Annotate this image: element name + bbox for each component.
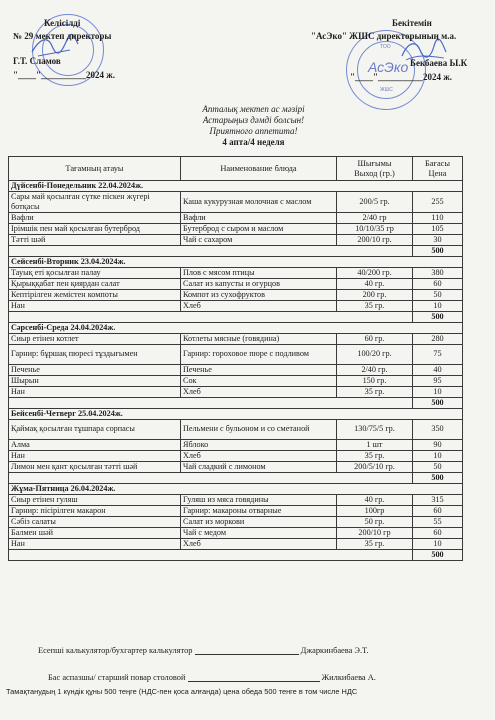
left-date: "____"__________2024 ж. xyxy=(13,70,116,80)
table-row xyxy=(9,538,463,549)
dish-name-ru: Вафли xyxy=(181,212,337,223)
dish-yield: 35 гр. xyxy=(337,538,413,549)
school-director-label: № 29 мектеп директоры xyxy=(13,31,112,41)
dish-yield: 35 гр. xyxy=(337,386,413,397)
dish-price: 105 xyxy=(413,223,463,234)
wish-kz: Астарыңыз дәмді болсын! xyxy=(202,115,305,125)
dish-price: 280 xyxy=(413,333,463,344)
dish-yield: 35 гр. xyxy=(337,300,413,311)
table-row xyxy=(9,267,463,278)
dish-name-kz: Сиыр етінен котлет xyxy=(9,333,181,344)
table-row xyxy=(9,192,463,213)
day-title: Сейсенбі-Вторник 23.04.2024ж. xyxy=(9,256,463,267)
dish-name-kz: Сары май қосылған сүтке піскен жүгері ботқасы xyxy=(9,192,181,213)
company-director-name: Бекбаева Ы.К xyxy=(410,58,468,68)
dish-name-kz: Печенье xyxy=(9,364,181,375)
dish-yield: 40/200 гр. xyxy=(337,267,413,278)
dish-name-ru: Гарнир: гороховое пюре с подливом xyxy=(181,344,337,364)
dish-name-kz: Гарнир: пісірілген макарон xyxy=(9,505,181,516)
dish-name-ru: Хлеб xyxy=(181,538,337,549)
dish-price: 95 xyxy=(413,375,463,386)
dish-yield: 40 гр. xyxy=(337,278,413,289)
dish-yield: 35 гр. xyxy=(337,450,413,461)
dish-name-kz: Гарнир: бұршақ пюресі тұздығымен xyxy=(9,344,181,364)
dish-name-ru: Гуляш из мяса говядины xyxy=(181,494,337,505)
table-header-row xyxy=(9,157,463,181)
day-title: Бейсенбі-Четверг 25.04.2024ж. xyxy=(9,408,463,419)
table-row xyxy=(9,516,463,527)
table-row xyxy=(9,364,463,375)
dish-price: 90 xyxy=(413,439,463,450)
dish-price: 60 xyxy=(413,278,463,289)
dish-price: 60 xyxy=(413,505,463,516)
accountant-name: Джаркинбаева Э.Т. xyxy=(300,646,369,655)
table-row xyxy=(9,461,463,472)
dish-name-ru: Бутерброд с сыром и маслом xyxy=(181,223,337,234)
dish-name-ru: Чай с сахаром xyxy=(181,234,337,245)
dish-price: 10 xyxy=(413,300,463,311)
dish-yield: 40 гр. xyxy=(337,494,413,505)
wish-ru: Приятного аппетита! xyxy=(209,126,298,136)
day-header-row xyxy=(9,322,463,333)
table-row xyxy=(9,375,463,386)
day-total-row xyxy=(9,397,463,408)
table-row xyxy=(9,494,463,505)
cook-signature-line xyxy=(48,673,376,682)
dish-name-kz: Балмен шәй xyxy=(9,527,181,538)
total-spacer xyxy=(9,245,413,256)
day-title: Дүйсенбі-Понедельник 22.04.2024ж. xyxy=(9,181,463,192)
right-date: "____"__________2024 ж. xyxy=(350,72,453,82)
dish-price: 10 xyxy=(413,450,463,461)
dish-yield: 150 гр. xyxy=(337,375,413,386)
dish-yield: 200/10 гр. xyxy=(337,234,413,245)
dish-yield: 200/10 гр xyxy=(337,527,413,538)
table-row xyxy=(9,527,463,538)
dish-price: 40 xyxy=(413,364,463,375)
table-row xyxy=(9,223,463,234)
dish-yield: 2/40 гр xyxy=(337,212,413,223)
dish-name-kz: Тәтті шәй xyxy=(9,234,181,245)
table-row xyxy=(9,344,463,364)
col-name-ru: Наименование блюда xyxy=(181,157,337,181)
menu-table xyxy=(8,156,463,561)
col-price xyxy=(413,157,463,181)
stamp-top-text: ТОО xyxy=(380,44,391,50)
dish-price: 50 xyxy=(413,289,463,300)
dish-name-ru: Хлеб xyxy=(181,450,337,461)
dish-yield: 60 гр. xyxy=(337,333,413,344)
day-total: 500 xyxy=(413,549,463,560)
total-spacer xyxy=(9,472,413,483)
dish-yield: 50 гр. xyxy=(337,516,413,527)
dish-price: 55 xyxy=(413,516,463,527)
table-row xyxy=(9,386,463,397)
accountant-sign-blank xyxy=(195,654,299,655)
col-price-ru: Цена xyxy=(428,168,447,178)
total-spacer xyxy=(9,311,413,322)
dish-name-ru: Салат из моркови xyxy=(181,516,337,527)
day-header-row xyxy=(9,256,463,267)
day-total: 500 xyxy=(413,245,463,256)
cook-sign-blank xyxy=(188,681,320,682)
table-row xyxy=(9,300,463,311)
stamp-brand-text: АсЭко xyxy=(368,59,409,75)
day-total-row xyxy=(9,549,463,560)
accountant-label: Есепші калькулятор/бухгартер калькулятор xyxy=(38,646,193,655)
dish-price: 10 xyxy=(413,386,463,397)
dish-yield: 10/10/35 гр xyxy=(337,223,413,234)
day-total-row xyxy=(9,472,463,483)
dish-name-ru: Хлеб xyxy=(181,386,337,397)
dish-name-kz: Нан xyxy=(9,300,181,311)
director-name: Г.Т. Сламов xyxy=(13,56,61,66)
dish-name-kz: Қаймақ қосылған тұшпара сорпасы xyxy=(9,419,181,439)
day-title: Жұма-Пятница 26.04.2024ж. xyxy=(9,483,463,494)
dish-name-ru: Хлеб xyxy=(181,300,337,311)
dish-yield: 200/5 гр. xyxy=(337,192,413,213)
dish-name-ru: Чай сладкий с лимоном xyxy=(181,461,337,472)
cook-label: Бас аспазшы/ старший повар столовой xyxy=(48,673,186,682)
company-director-label: "АсЭко" ЖШС директорының м.а. xyxy=(311,31,457,41)
dish-name-ru: Печенье xyxy=(181,364,337,375)
dish-price: 30 xyxy=(413,234,463,245)
table-row xyxy=(9,333,463,344)
dish-name-kz: Шырын xyxy=(9,375,181,386)
dish-price: 75 xyxy=(413,344,463,364)
day-total: 500 xyxy=(413,472,463,483)
dish-name-ru: Сок xyxy=(181,375,337,386)
day-title: Сәрсенбі-Среда 24.04.2024ж. xyxy=(9,322,463,333)
table-row xyxy=(9,289,463,300)
dish-price: 350 xyxy=(413,419,463,439)
dish-name-kz: Нан xyxy=(9,450,181,461)
day-header-row xyxy=(9,408,463,419)
day-total: 500 xyxy=(413,311,463,322)
dish-name-ru: Гарнир: макароны отварные xyxy=(181,505,337,516)
col-price-kz: Бағасы xyxy=(424,158,451,168)
table-row xyxy=(9,505,463,516)
dish-name-kz: Нан xyxy=(9,538,181,549)
dish-yield: 100/20 гр. xyxy=(337,344,413,364)
dish-name-kz: Ірімшік пен май қосылған бутерброд xyxy=(9,223,181,234)
dish-price: 60 xyxy=(413,527,463,538)
total-spacer xyxy=(9,397,413,408)
dish-price: 50 xyxy=(413,461,463,472)
dish-name-kz: Вафли xyxy=(9,212,181,223)
day-total-row xyxy=(9,245,463,256)
table-row xyxy=(9,278,463,289)
menu-title-kz: Апталық мектеп ас мәзірі xyxy=(202,104,305,114)
dish-price: 10 xyxy=(413,538,463,549)
approve-label: Бекітемін xyxy=(392,18,432,28)
dish-yield: 200/5/10 гр. xyxy=(337,461,413,472)
dish-yield: 1 шт xyxy=(337,439,413,450)
dish-price: 315 xyxy=(413,494,463,505)
price-note: Тамақтанудың 1 күндік құны 500 теңге (НДС-пен қоса алғанда) цена обеда 500 тенге в том числе НДС xyxy=(6,687,358,696)
dish-name-kz: Кептірілген жемістен компоты xyxy=(9,289,181,300)
dish-name-kz: Тауық еті қосылған палау xyxy=(9,267,181,278)
day-header-row xyxy=(9,483,463,494)
dish-yield: 130/75/5 гр. xyxy=(337,419,413,439)
dish-price: 380 xyxy=(413,267,463,278)
col-yield-ru: Выход (гр.) xyxy=(354,168,395,178)
dish-name-kz: Нан xyxy=(9,386,181,397)
dish-name-kz: Қырыққабат пен қиярдан салат xyxy=(9,278,181,289)
accountant-signature-line xyxy=(38,646,368,655)
dish-name-kz: Лимон мен қант қосылған тәтті шәй xyxy=(9,461,181,472)
dish-name-kz: Сәбіз салаты xyxy=(9,516,181,527)
dish-name-ru: Каша кукурузная молочная с маслом xyxy=(181,192,337,213)
day-header-row xyxy=(9,181,463,192)
dish-yield: 100гр xyxy=(337,505,413,516)
table-row xyxy=(9,212,463,223)
col-yield-kz: Шығымы xyxy=(357,158,392,168)
col-yield xyxy=(337,157,413,181)
dish-price: 255 xyxy=(413,192,463,213)
dish-name-ru: Яблоко xyxy=(181,439,337,450)
dish-name-ru: Котлеты мясные (говядина) xyxy=(181,333,337,344)
approved-label: Келісілді xyxy=(44,18,81,28)
table-row xyxy=(9,419,463,439)
day-total: 500 xyxy=(413,397,463,408)
total-spacer xyxy=(9,549,413,560)
day-total-row xyxy=(9,311,463,322)
table-row xyxy=(9,450,463,461)
dish-name-kz: Алма xyxy=(9,439,181,450)
dish-name-ru: Чай с медом xyxy=(181,527,337,538)
table-row xyxy=(9,439,463,450)
col-name-kz: Тағамның атауы xyxy=(9,157,181,181)
dish-name-ru: Компот из сухофруктов xyxy=(181,289,337,300)
table-row xyxy=(9,234,463,245)
cook-name: Жилкибаева А. xyxy=(321,673,376,682)
stamp-bottom-text: ЖШС xyxy=(380,87,393,93)
dish-name-ru: Пельмени с бульоном и со сметаной xyxy=(181,419,337,439)
dish-yield: 2/40 гр. xyxy=(337,364,413,375)
dish-price: 110 xyxy=(413,212,463,223)
dish-yield: 200 гр. xyxy=(337,289,413,300)
dish-name-kz: Сиыр етінен гуляш xyxy=(9,494,181,505)
week-label: 4 апта/4 неделя xyxy=(222,137,285,147)
dish-name-ru: Плов с мясом птицы xyxy=(181,267,337,278)
dish-name-ru: Салат из капусты и огурцов xyxy=(181,278,337,289)
